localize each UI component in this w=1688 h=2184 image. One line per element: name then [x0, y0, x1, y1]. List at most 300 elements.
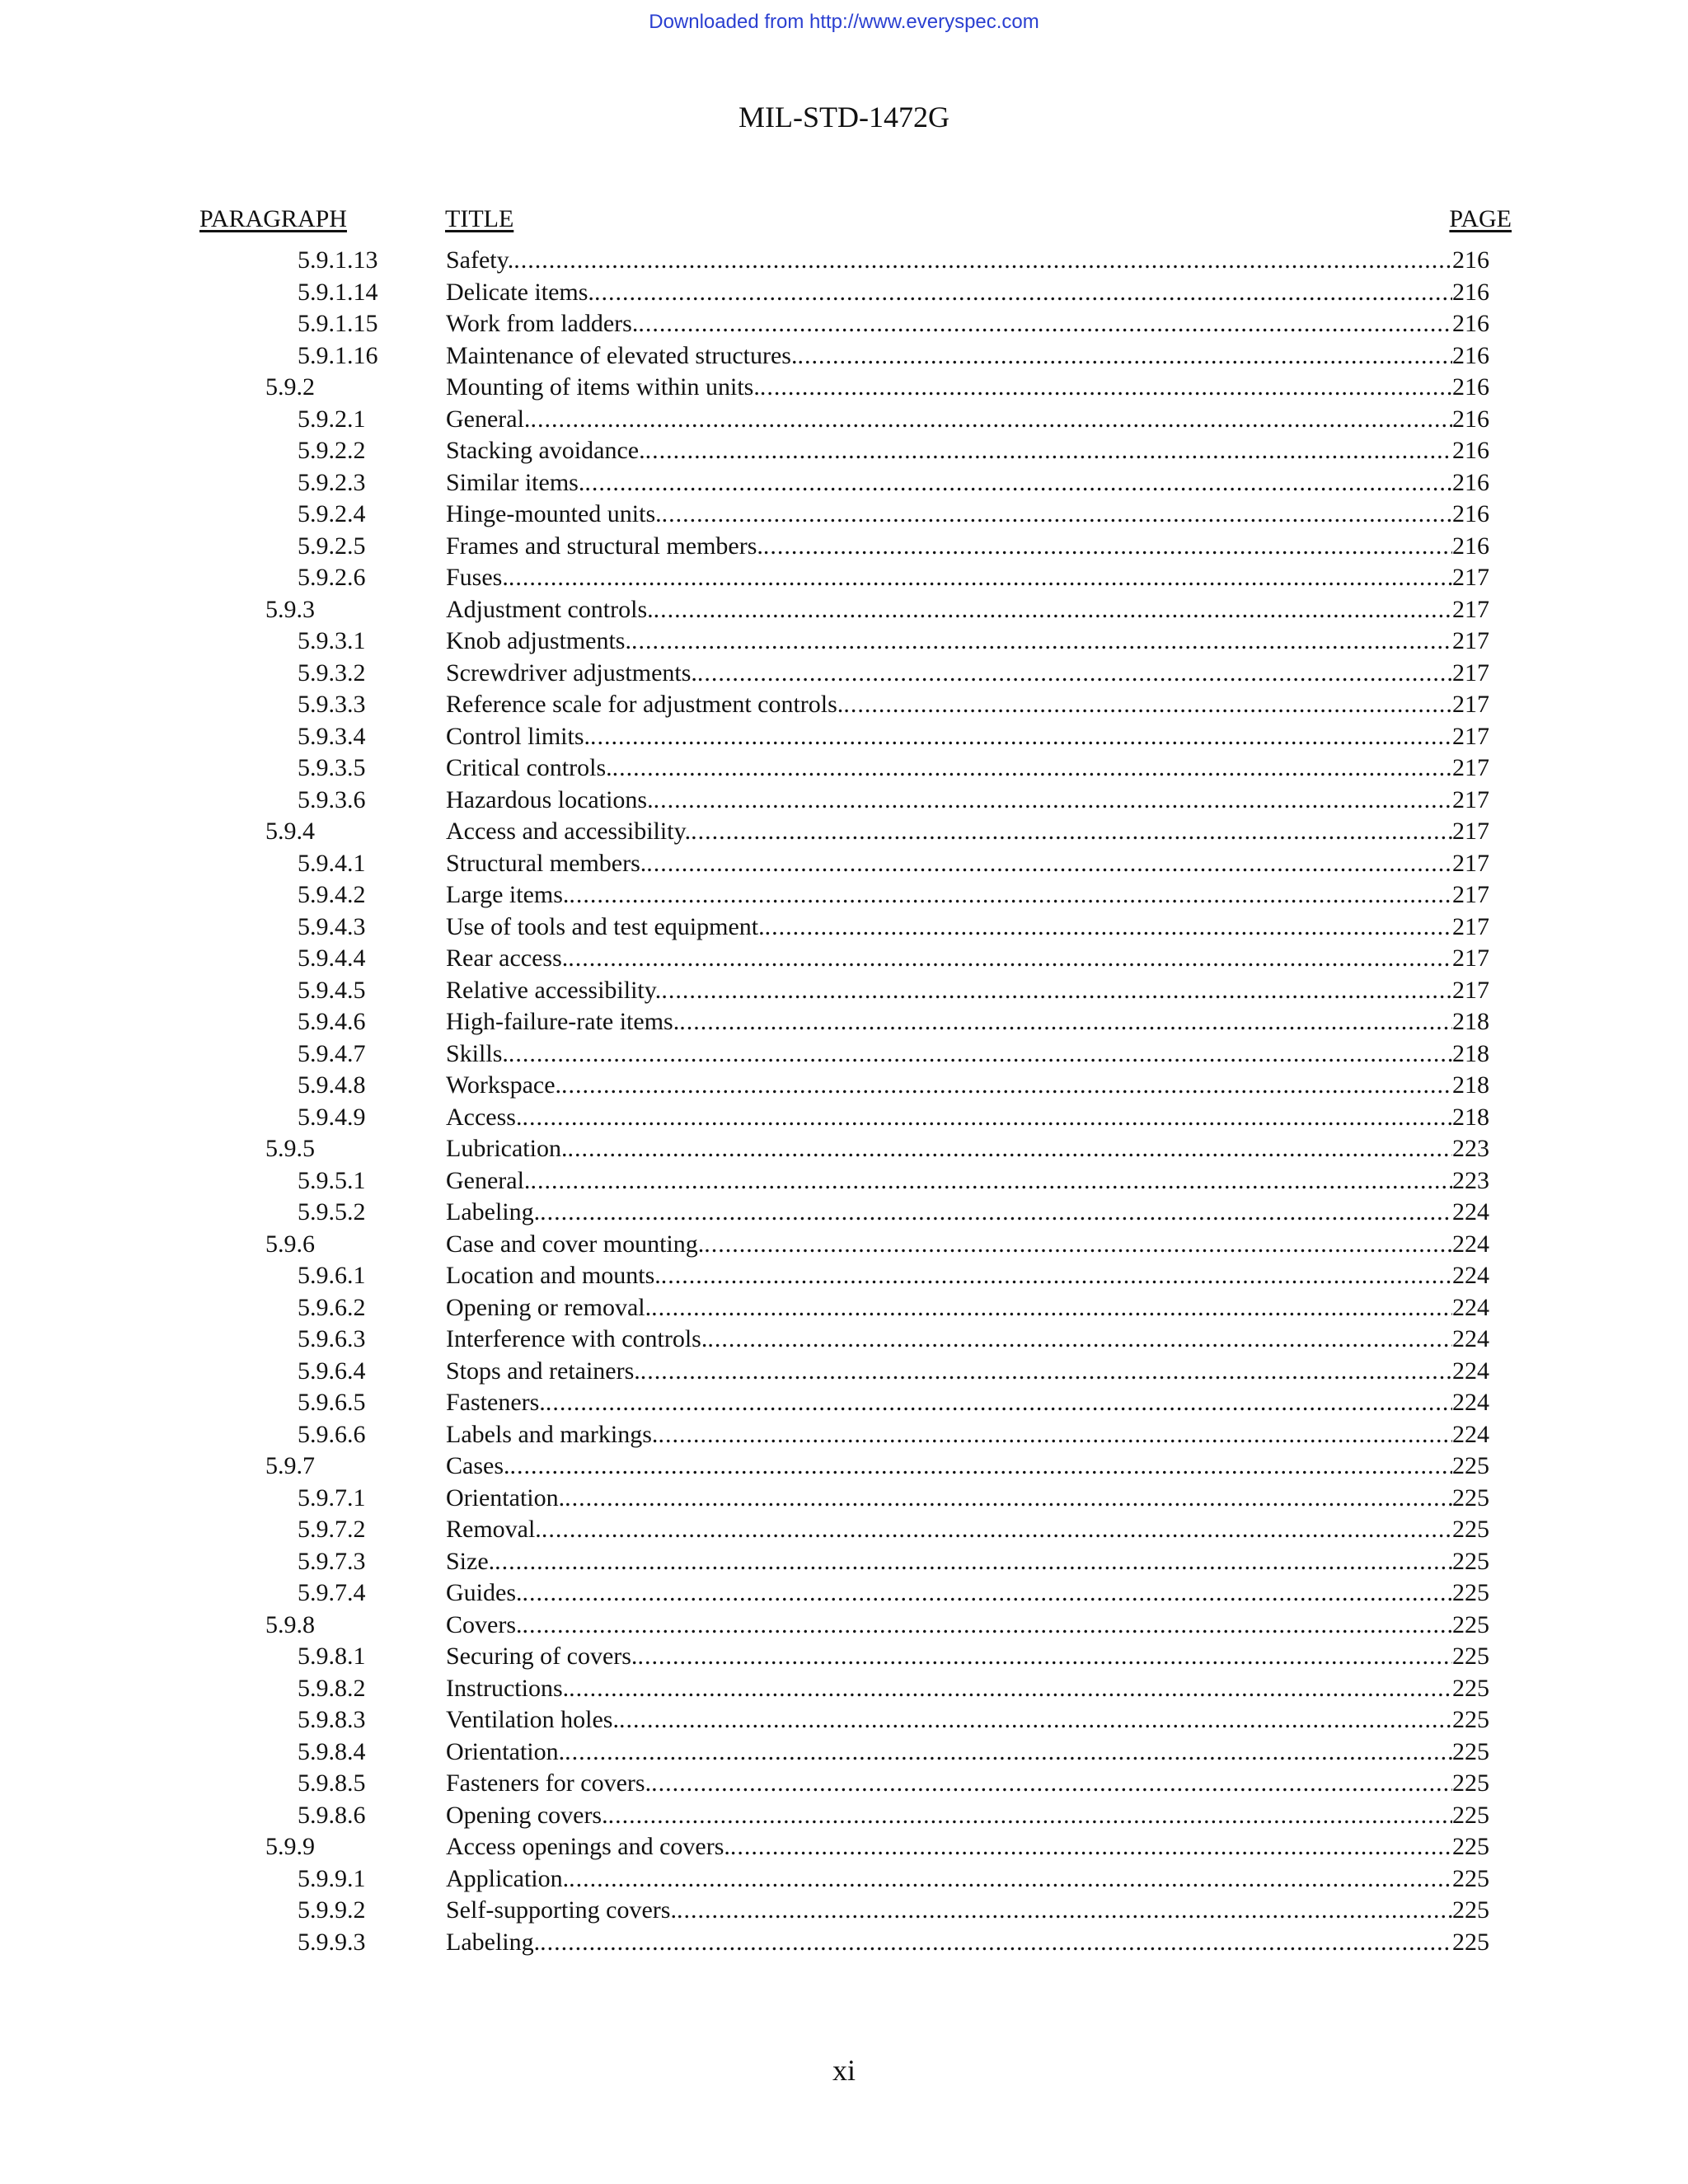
toc-entry[interactable]: [0, 1863, 1688, 1896]
toc-dot-leader: [612, 752, 1452, 785]
toc-entry-page: 225: [1452, 1547, 1489, 1575]
toc-entry[interactable]: [0, 1038, 1688, 1071]
toc-entry-line: [446, 277, 1489, 309]
toc-entry-page: 217: [1452, 785, 1489, 813]
toc-entry-page: 216: [1452, 310, 1489, 337]
toc-entry-title: Cases.: [446, 1452, 510, 1479]
toc-entry-title: Size.: [446, 1547, 495, 1575]
toc-dot-leader: [651, 1292, 1452, 1324]
toc-entry[interactable]: [0, 1895, 1688, 1927]
toc-entry[interactable]: [0, 404, 1688, 436]
toc-entry-title: Use of tools and test equipment.: [446, 912, 765, 940]
toc-entry[interactable]: [0, 1641, 1688, 1673]
toc-entry-page: 217: [1452, 881, 1489, 908]
toc-entry-page: 217: [1452, 818, 1489, 845]
toc-entry[interactable]: [0, 912, 1688, 944]
toc-entry-line: [446, 912, 1489, 944]
toc-entry-line: [446, 1704, 1489, 1736]
toc-entry-number: 5.9.6.4: [298, 1357, 366, 1385]
toc-entry-line: [446, 372, 1489, 404]
toc-entry-title: Opening or removal.: [446, 1293, 652, 1321]
toc-entry-number: 5.9.8.5: [298, 1769, 366, 1797]
toc-entry-number: 5.9.3.6: [298, 785, 366, 813]
toc-entry-page: 225: [1452, 1610, 1489, 1638]
toc-entry[interactable]: [0, 785, 1688, 817]
toc-entry-line: [446, 785, 1489, 817]
toc-entry-page: 217: [1452, 722, 1489, 750]
toc-entry-page: 224: [1452, 1389, 1489, 1416]
toc-entry-page: 217: [1452, 595, 1489, 623]
toc-entry-line: [446, 1800, 1489, 1832]
toc-entry-line: [446, 467, 1489, 499]
toc-entry[interactable]: [0, 531, 1688, 563]
toc-entry-line: [446, 626, 1489, 658]
toc-entry-number: 5.9.7.3: [298, 1547, 366, 1575]
toc-entry-number: 5.9.1.15: [298, 310, 378, 337]
toc-entry-line: [446, 245, 1489, 277]
toc-entry-page: 225: [1452, 1579, 1489, 1606]
toc-entry-title: Lubrication.: [446, 1135, 568, 1162]
toc-entry-page: 225: [1452, 1801, 1489, 1829]
toc-entry-page: 217: [1452, 912, 1489, 940]
toc-entry-page: 224: [1452, 1198, 1489, 1226]
toc-entry-title: Knob adjustments.: [446, 627, 631, 654]
toc-entry-number: 5.9.9.3: [298, 1928, 366, 1956]
toc-entry-title: Access openings and covers.: [446, 1833, 730, 1860]
toc-entry[interactable]: [0, 1610, 1688, 1642]
toc-dot-leader: [513, 245, 1452, 277]
toc-entry-page: 217: [1452, 691, 1489, 718]
toc-entry-number: 5.9.4.1: [298, 849, 366, 877]
toc-entry-line: [446, 1641, 1489, 1673]
toc-entry-title: Reference scale for adjustment controls.: [446, 691, 844, 718]
toc-entry-line: [446, 1546, 1489, 1578]
toc-dot-leader: [638, 308, 1452, 340]
toc-entry-line: [446, 1038, 1489, 1071]
toc-dot-leader: [691, 816, 1452, 848]
toc-entry[interactable]: [0, 562, 1688, 594]
toc-entry-line: [446, 499, 1489, 531]
toc-dot-leader: [763, 531, 1452, 563]
toc-entry-page: 223: [1452, 1135, 1489, 1162]
toc-dot-leader: [567, 1133, 1452, 1165]
toc-dot-leader: [645, 435, 1452, 467]
toc-dot-leader: [608, 1800, 1452, 1832]
toc-dot-leader: [509, 1038, 1452, 1071]
toc-entry[interactable]: [0, 1514, 1688, 1546]
toc-entry-page: 216: [1452, 468, 1489, 496]
toc-entry-line: [446, 1483, 1489, 1515]
toc-entry-title: Instructions.: [446, 1674, 570, 1702]
toc-entry-line: [446, 308, 1489, 340]
toc-entry-number: 5.9.6: [265, 1230, 315, 1258]
toc-entry-title: Skills.: [446, 1039, 509, 1067]
toc-entry-number: 5.9.7.2: [298, 1516, 366, 1543]
toc-entry-number: 5.9.4.5: [298, 976, 366, 1004]
toc-dot-leader: [523, 1577, 1453, 1610]
toc-dot-leader: [590, 721, 1452, 753]
toc-entry[interactable]: [0, 1356, 1688, 1388]
toc-dot-leader: [565, 1736, 1452, 1769]
toc-entry-page: 224: [1452, 1230, 1489, 1258]
toc-entry[interactable]: [0, 1927, 1688, 1959]
toc-entry-title: High-failure-rate items.: [446, 1008, 680, 1035]
toc-entry-page: 224: [1452, 1357, 1489, 1385]
toc-entry[interactable]: [0, 848, 1688, 880]
toc-dot-leader: [495, 1546, 1452, 1578]
toc-entry[interactable]: [0, 1800, 1688, 1832]
toc-entry-number: 5.9.2.6: [298, 564, 366, 591]
toc-column-headers: [0, 201, 1688, 237]
toc-dot-leader: [661, 1260, 1452, 1292]
toc-entry[interactable]: [0, 1577, 1688, 1610]
toc-entry[interactable]: [0, 816, 1688, 848]
toc-dot-leader: [584, 467, 1452, 499]
toc-entry-number: 5.9.8.3: [298, 1706, 366, 1733]
toc-dot-leader: [654, 785, 1452, 817]
toc-entry-page: 217: [1452, 658, 1489, 687]
toc-entry-page: 217: [1452, 976, 1489, 1004]
toc-dot-leader: [546, 1387, 1452, 1419]
toc-dot-leader: [522, 1102, 1452, 1134]
toc-dot-leader: [540, 1927, 1452, 1959]
toc-entry-page: 218: [1452, 1008, 1489, 1035]
toc-entry[interactable]: [0, 975, 1688, 1007]
toc-entry-line: [446, 1102, 1489, 1134]
table-of-contents: [0, 245, 1688, 1958]
toc-entry-page: 216: [1452, 500, 1489, 527]
page-column-header: PAGE: [1449, 205, 1512, 232]
toc-entry-number: 5.9.6.2: [298, 1293, 366, 1321]
toc-entry-line: [446, 721, 1489, 753]
toc-entry-line: [446, 340, 1489, 373]
toc-entry-title: Fasteners.: [446, 1389, 546, 1416]
toc-entry-title: Securing of covers.: [446, 1643, 638, 1670]
toc-entry-line: [446, 1070, 1489, 1102]
toc-entry-number: 5.9.7.4: [298, 1579, 366, 1606]
toc-entry[interactable]: [0, 721, 1688, 753]
toc-entry-line: [446, 1610, 1489, 1642]
toc-entry[interactable]: [0, 277, 1688, 309]
toc-entry-page: 225: [1452, 1896, 1489, 1924]
toc-entry-title: Location and mounts.: [446, 1262, 661, 1289]
toc-entry[interactable]: [0, 1736, 1688, 1769]
toc-entry-page: 217: [1452, 944, 1489, 972]
toc-entry-number: 5.9.8.6: [298, 1801, 366, 1829]
toc-entry[interactable]: [0, 594, 1688, 626]
toc-entry-page: 216: [1452, 405, 1489, 433]
toc-entry-number: 5.9.7.1: [298, 1483, 366, 1511]
toc-dot-leader: [760, 372, 1452, 404]
toc-dot-leader: [565, 1483, 1452, 1515]
toc-dot-leader: [661, 975, 1452, 1007]
download-source-link[interactable]: Downloaded from http://www.everyspec.com: [649, 11, 1039, 33]
paragraph-column-header: PARAGRAPH: [199, 205, 347, 232]
toc-entry-page: 225: [1452, 1737, 1489, 1765]
toc-entry-page: 225: [1452, 1452, 1489, 1479]
toc-dot-leader: [569, 879, 1452, 912]
toc-entry-page: 224: [1452, 1325, 1489, 1352]
toc-entry-line: [446, 943, 1489, 975]
toc-entry[interactable]: [0, 308, 1688, 340]
toc-entry-number: 5.9.4.3: [298, 912, 366, 940]
toc-entry-page: 217: [1452, 564, 1489, 591]
toc-entry[interactable]: [0, 1483, 1688, 1515]
toc-entry-page: 216: [1452, 373, 1489, 401]
toc-entry-title: Labels and markings.: [446, 1420, 659, 1448]
toc-entry-number: 5.9.5.1: [298, 1166, 366, 1194]
toc-entry[interactable]: [0, 658, 1688, 690]
toc-entry-page: 217: [1452, 849, 1489, 877]
toc-entry-number: 5.9.2: [265, 373, 315, 401]
toc-dot-leader: [658, 1419, 1452, 1451]
toc-entry-page: 217: [1452, 754, 1489, 781]
toc-entry-line: [446, 848, 1489, 880]
toc-entry[interactable]: [0, 1387, 1688, 1419]
toc-entry[interactable]: [0, 245, 1688, 277]
toc-entry-page: 224: [1452, 1420, 1489, 1448]
toc-entry-line: [446, 1895, 1489, 1927]
toc-entry-page: 225: [1452, 1483, 1489, 1511]
toc-entry-title: Orientation.: [446, 1483, 565, 1511]
toc-entry-title: Adjustment controls.: [446, 595, 654, 623]
toc-entry-page: 218: [1452, 1071, 1489, 1099]
toc-entry-page: 225: [1452, 1769, 1489, 1797]
toc-entry-line: [446, 1577, 1489, 1610]
toc-entry-number: 5.9.4.4: [298, 944, 366, 972]
toc-entry-number: 5.9.3.5: [298, 754, 366, 781]
toc-entry[interactable]: [0, 340, 1688, 373]
toc-entry-page: 224: [1452, 1262, 1489, 1289]
toc-entry[interactable]: [0, 1451, 1688, 1483]
toc-entry-number: 5.9.8.2: [298, 1674, 366, 1702]
toc-dot-leader: [697, 658, 1452, 690]
toc-dot-leader: [568, 943, 1452, 975]
toc-entry-number: 5.9.1.14: [298, 278, 378, 306]
page-number: xi: [832, 2054, 856, 2087]
toc-entry-page: 223: [1452, 1166, 1489, 1194]
toc-entry-title: Relative accessibility.: [446, 976, 662, 1004]
toc-entry-line: [446, 1229, 1489, 1261]
toc-entry[interactable]: [0, 689, 1688, 721]
toc-entry-line: [446, 752, 1489, 785]
toc-entry-number: 5.9.3.3: [298, 691, 366, 718]
toc-entry-title: Safety.: [446, 246, 514, 274]
toc-entry-page: 217: [1452, 627, 1489, 654]
toc-entry-line: [446, 816, 1489, 848]
toc-entry-title: General.: [446, 405, 531, 433]
toc-entry-line: [446, 435, 1489, 467]
toc-entry-number: 5.9.4.6: [298, 1008, 366, 1035]
toc-entry-title: Case and cover mounting.: [446, 1230, 705, 1258]
toc-entry-number: 5.9.2.2: [298, 437, 366, 464]
toc-entry[interactable]: [0, 1260, 1688, 1292]
toc-entry-number: 5.9.2.5: [298, 532, 366, 560]
toc-entry-title: Guides.: [446, 1579, 523, 1606]
toc-entry-number: 5.9.2.3: [298, 468, 366, 496]
toc-entry-number: 5.9.6.6: [298, 1420, 366, 1448]
toc-entry-page: 216: [1452, 246, 1489, 274]
toc-dot-leader: [646, 848, 1452, 880]
toc-entry-line: [446, 1419, 1489, 1451]
toc-entry-line: [446, 689, 1489, 721]
toc-entry[interactable]: [0, 1768, 1688, 1800]
toc-entry-title: Access.: [446, 1103, 523, 1131]
toc-entry-title: Mounting of items within units.: [446, 373, 760, 401]
toc-entry-line: [446, 1736, 1489, 1769]
toc-dot-leader: [797, 340, 1452, 373]
toc-dot-leader: [569, 1863, 1452, 1896]
toc-dot-leader: [843, 689, 1452, 721]
toc-entry-line: [446, 879, 1489, 912]
toc-entry-page: 218: [1452, 1039, 1489, 1067]
toc-entry-title: Fasteners for covers.: [446, 1769, 652, 1797]
toc-entry-page: 225: [1452, 1928, 1489, 1956]
toc-entry[interactable]: [0, 499, 1688, 531]
toc-entry[interactable]: [0, 1197, 1688, 1229]
document-id: MIL-STD-1472G: [738, 101, 950, 134]
toc-entry[interactable]: [0, 1133, 1688, 1165]
toc-entry-number: 5.9.6.3: [298, 1325, 366, 1352]
toc-dot-leader: [662, 499, 1452, 531]
toc-entry-number: 5.9.1.16: [298, 341, 378, 369]
toc-entry[interactable]: [0, 1229, 1688, 1261]
toc-entry[interactable]: [0, 372, 1688, 404]
toc-entry-line: [446, 1831, 1489, 1863]
toc-entry-number: 5.9.4.9: [298, 1103, 366, 1131]
toc-entry-number: 5.9.8.1: [298, 1643, 366, 1670]
toc-dot-leader: [510, 1451, 1453, 1483]
toc-entry-page: 216: [1452, 278, 1489, 306]
toc-entry-number: 5.9.3.1: [298, 627, 366, 654]
toc-entry-page: 225: [1452, 1516, 1489, 1543]
toc-entry-title: Delicate items.: [446, 278, 594, 306]
toc-dot-leader: [631, 626, 1452, 658]
toc-dot-leader: [523, 1610, 1453, 1642]
toc-entry-title: Maintenance of elevated structures.: [446, 341, 798, 369]
toc-dot-leader: [637, 1641, 1452, 1673]
toc-entry-title: Frames and structural members.: [446, 532, 763, 560]
toc-dot-leader: [561, 1070, 1452, 1102]
toc-entry-title: Access and accessibility.: [446, 818, 692, 845]
toc-entry-page: 225: [1452, 1706, 1489, 1733]
toc-entry[interactable]: [0, 1102, 1688, 1134]
toc-entry-title: Large items.: [446, 881, 570, 908]
toc-entry-title: Interference with controls.: [446, 1325, 708, 1352]
toc-entry-number: 5.9.4.7: [298, 1039, 366, 1067]
toc-entry-page: 218: [1452, 1103, 1489, 1131]
toc-entry-line: [446, 1292, 1489, 1324]
toc-entry[interactable]: [0, 1704, 1688, 1736]
toc-entry[interactable]: [0, 879, 1688, 912]
toc-entry-number: 5.9.4.8: [298, 1071, 366, 1099]
toc-dot-leader: [677, 1895, 1452, 1927]
toc-dot-leader: [530, 404, 1452, 436]
toc-entry-number: 5.9.3.2: [298, 658, 366, 687]
toc-entry-title: Control limits.: [446, 722, 591, 750]
toc-entry-number: 5.9.1.13: [298, 246, 378, 274]
toc-entry[interactable]: [0, 1673, 1688, 1705]
toc-entry-title: General.: [446, 1166, 531, 1194]
toc-entry[interactable]: [0, 1419, 1688, 1451]
toc-entry[interactable]: [0, 1546, 1688, 1578]
toc-entry[interactable]: [0, 943, 1688, 975]
toc-entry-page: 225: [1452, 1864, 1489, 1892]
toc-entry[interactable]: [0, 752, 1688, 785]
toc-entry-title: Critical controls.: [446, 754, 612, 781]
toc-entry-page: 225: [1452, 1833, 1489, 1860]
toc-dot-leader: [530, 1165, 1452, 1197]
toc-entry-number: 5.9.9: [265, 1833, 315, 1860]
toc-entry-line: [446, 1451, 1489, 1483]
toc-entry-page: 225: [1452, 1674, 1489, 1702]
toc-entry-page: 216: [1452, 532, 1489, 560]
toc-entry-number: 5.9.9.2: [298, 1896, 366, 1924]
toc-entry-number: 5.9.8: [265, 1610, 315, 1638]
toc-dot-leader: [569, 1673, 1452, 1705]
toc-dot-leader: [542, 1514, 1452, 1546]
toc-entry-title: Similar items.: [446, 468, 585, 496]
toc-entry-number: 5.9.4.2: [298, 881, 366, 908]
toc-entry-line: [446, 1387, 1489, 1419]
toc-entry-title: Ventilation holes.: [446, 1706, 619, 1733]
toc-entry[interactable]: [0, 435, 1688, 467]
toc-entry-title: Screwdriver adjustments.: [446, 658, 697, 687]
toc-entry-line: [446, 404, 1489, 436]
toc-entry-title: Covers.: [446, 1610, 523, 1638]
toc-entry[interactable]: [0, 1292, 1688, 1324]
toc-entry-title: Labeling.: [446, 1198, 541, 1226]
toc-dot-leader: [679, 1006, 1452, 1038]
toc-entry[interactable]: [0, 1006, 1688, 1038]
toc-dot-leader: [640, 1356, 1452, 1388]
toc-entry-line: [446, 658, 1489, 690]
toc-entry-number: 5.9.8.4: [298, 1737, 366, 1765]
toc-entry[interactable]: [0, 1831, 1688, 1863]
toc-entry-title: Stacking avoidance.: [446, 437, 645, 464]
toc-entry-title: Self-supporting covers.: [446, 1896, 677, 1924]
toc-entry-number: 5.9.2.4: [298, 500, 366, 527]
toc-entry-title: Orientation.: [446, 1737, 565, 1765]
toc-entry[interactable]: [0, 1324, 1688, 1356]
toc-dot-leader: [707, 1324, 1452, 1356]
toc-entry[interactable]: [0, 1070, 1688, 1102]
toc-entry-line: [446, 1324, 1489, 1356]
toc-entry[interactable]: [0, 467, 1688, 499]
toc-entry-line: [446, 1514, 1489, 1546]
toc-entry-title: Rear access.: [446, 944, 569, 972]
toc-dot-leader: [509, 562, 1452, 594]
toc-dot-leader: [765, 912, 1452, 944]
toc-entry-title: Fuses.: [446, 564, 509, 591]
toc-entry-line: [446, 1356, 1489, 1388]
toc-dot-leader: [651, 1768, 1452, 1800]
toc-entry-line: [446, 1197, 1489, 1229]
toc-entry-number: 5.9.5.2: [298, 1198, 366, 1226]
toc-entry-number: 5.9.6.5: [298, 1389, 366, 1416]
toc-entry-line: [446, 1165, 1489, 1197]
toc-entry-line: [446, 1927, 1489, 1959]
toc-entry-line: [446, 1768, 1489, 1800]
toc-entry-page: 224: [1452, 1293, 1489, 1321]
toc-entry-line: [446, 1133, 1489, 1165]
toc-entry[interactable]: [0, 626, 1688, 658]
toc-entry-line: [446, 531, 1489, 563]
toc-entry-page: 225: [1452, 1643, 1489, 1670]
toc-entry-number: 5.9.3.4: [298, 722, 366, 750]
toc-entry[interactable]: [0, 1165, 1688, 1197]
toc-entry-title: Hinge-mounted units.: [446, 500, 662, 527]
